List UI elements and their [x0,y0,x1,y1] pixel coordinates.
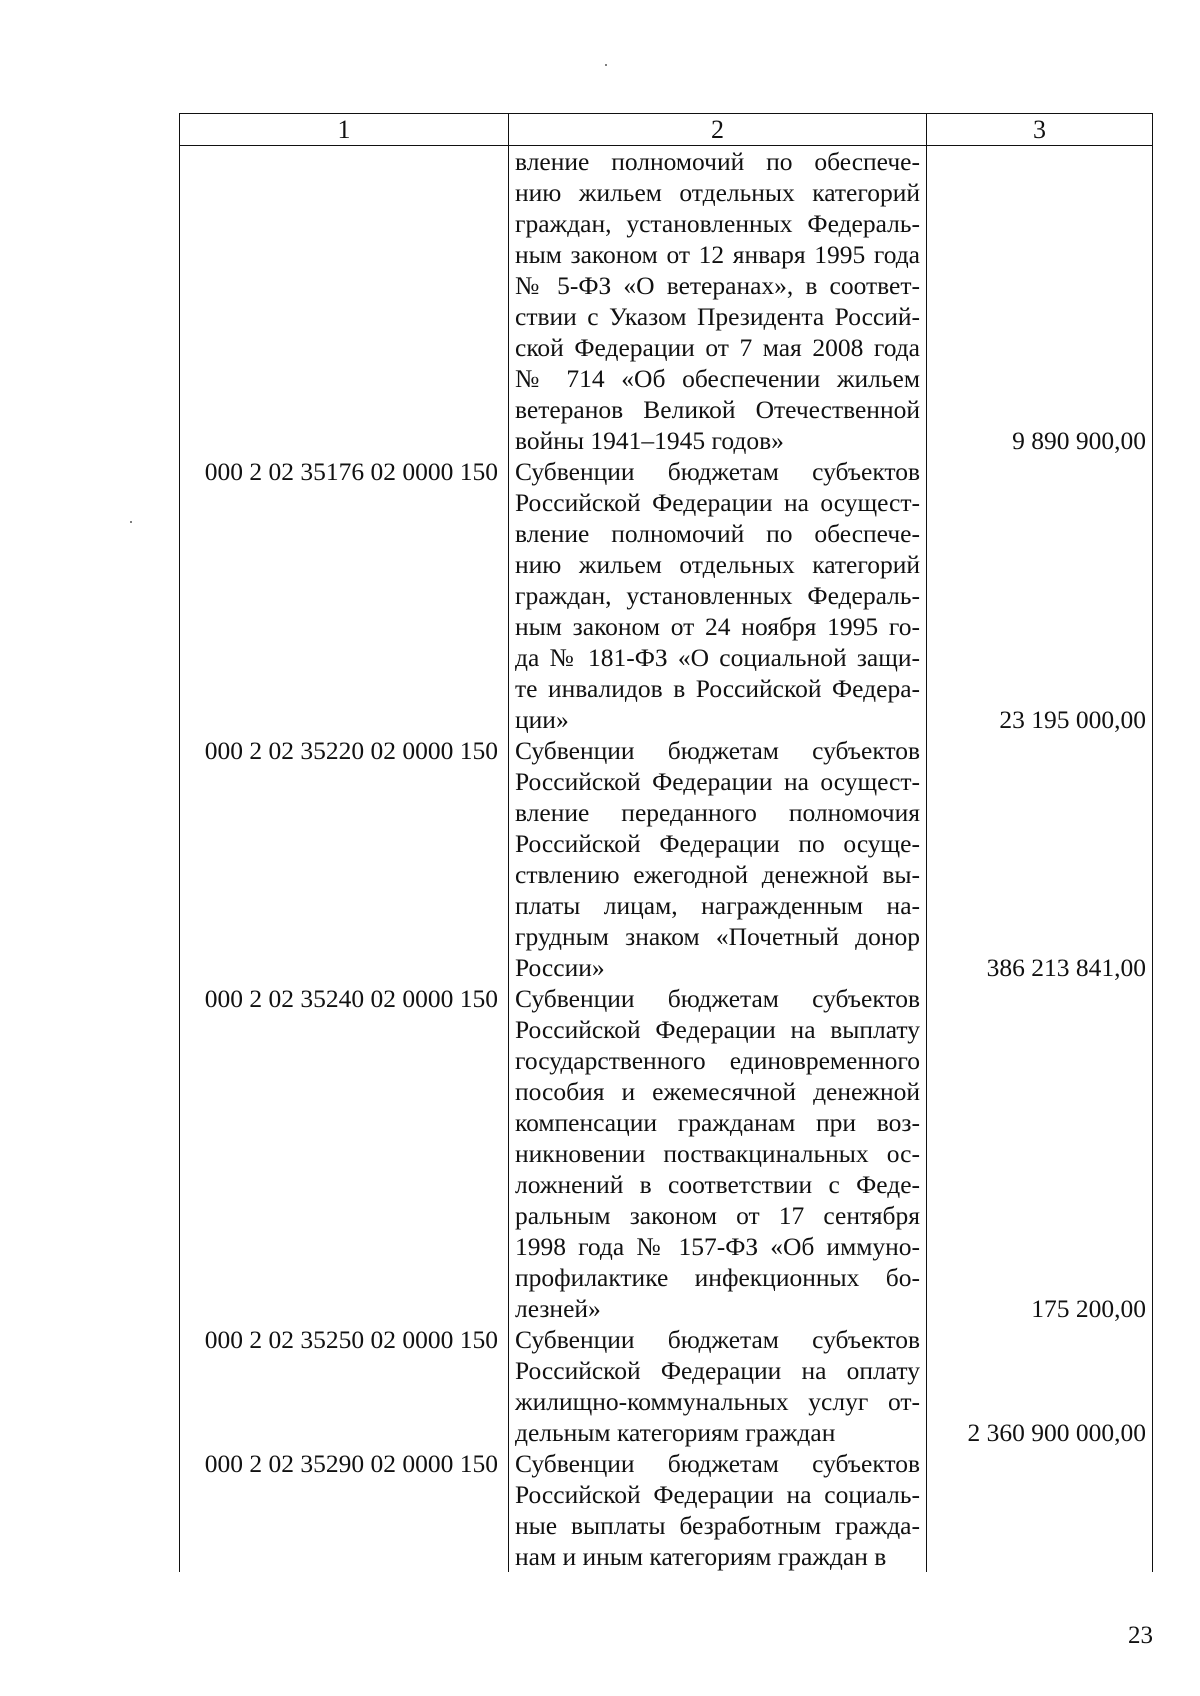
table-row [180,735,1153,983]
amount-cell: 2 360 900 000,00 [927,1324,1153,1448]
scan-speck [605,64,607,66]
column-header-3: 3 [927,114,1153,146]
description-line: ции» [515,705,569,734]
description-line: вление переданного полномочия [515,798,920,827]
description-line: № 714 «Об обеспечении жильем [515,364,920,393]
description-line: ные выплаты безработным гражда- [515,1511,920,1540]
description-line: Российской Федерации по осуще- [515,829,920,858]
description-line: жилищно-коммунальных услуг от- [515,1387,920,1416]
description-line: дельным категориям граждан [515,1418,836,1447]
header-row [180,114,1153,146]
budget-code-cell: 000 2 02 35176 02 0000 150 [180,456,509,735]
description-line: войны 1941–1945 годов» [515,426,784,455]
description-cell [509,735,927,983]
description-line: профилактике инфекционных бо- [515,1263,920,1292]
column-header-1: 1 [180,114,509,146]
table-header [180,114,1153,146]
table-body [180,146,1153,1573]
scan-speck [130,521,132,523]
description-line: Субвенции бюджетам субъектов [515,984,920,1013]
description-line: России» [515,953,605,982]
amount-cell: 9 890 900,00 [927,146,1153,457]
description-cell [509,146,927,457]
description-line: № 5-ФЗ «О ветеранах», в соответ- [515,271,920,300]
description-cell [509,1324,927,1448]
budget-table [179,113,1153,1572]
description-line: Российской Федерации на осущест- [515,488,920,517]
description-line: платы лицам, награжденным на- [515,891,920,920]
table-row [180,1448,1153,1572]
description-line: Субвенции бюджетам субъектов [515,457,920,486]
description-line: лезней» [515,1294,601,1323]
description-line: ным законом от 24 ноября 1995 го- [515,612,920,641]
description-line: нию жильем отдельных категорий [515,178,920,207]
description-line: компенсации гражданам при воз- [515,1108,920,1137]
description-line: пособия и ежемесячной денежной [515,1077,920,1106]
description-line: государственного единовременного [515,1046,920,1075]
description-line: вление полномочий по обеспече- [515,519,920,548]
budget-code-cell: 000 2 02 35290 02 0000 150 [180,1448,509,1572]
budget-code-cell: 000 2 02 35220 02 0000 150 [180,735,509,983]
column-header-2: 2 [509,114,927,146]
description-line: Российской Федерации на социаль- [515,1480,920,1509]
amount-cell: 175 200,00 [927,983,1153,1324]
description-line: нию жильем отдельных категорий [515,550,920,579]
description-line: ральным законом от 17 сентября [515,1201,920,1230]
description-line: вление полномочий по обеспече- [515,147,920,176]
page-number: 23 [1128,1622,1153,1649]
description-cell [509,983,927,1324]
description-line: нам и иным категориям граждан в [515,1542,887,1571]
description-cell [509,1448,927,1572]
description-line: Российской Федерации на осущест- [515,767,920,796]
table-row [180,1324,1153,1448]
description-line: Субвенции бюджетам субъектов [515,736,920,765]
amount-cell [927,1448,1153,1572]
description-line: ным законом от 12 января 1995 года [515,240,920,269]
description-line: 1998 года № 157-ФЗ «Об иммуно- [515,1232,920,1261]
description-line: Российской Федерации на выплату [515,1015,920,1044]
budget-code-cell: 000 2 02 35240 02 0000 150 [180,983,509,1324]
description-line: ствлению ежегодной денежной вы- [515,860,920,889]
description-line: ской Федерации от 7 мая 2008 года [515,333,920,362]
budget-code-cell [180,146,509,457]
description-line: Российской Федерации на оплату [515,1356,920,1385]
description-line: граждан, установленных Федераль- [515,209,920,238]
description-line: грудным знаком «Почетный донор [515,922,920,951]
description-line: ложнений в соответствии с Феде- [515,1170,920,1199]
description-line: ветеранов Великой Отечественной [515,395,920,424]
description-line: никновении поствакцинальных ос- [515,1139,920,1168]
table-row [180,456,1153,735]
description-line: ствии с Указом Президента Россий- [515,302,920,331]
description-line: Субвенции бюджетам субъектов [515,1325,920,1354]
description-line: Субвенции бюджетам субъектов [515,1449,920,1478]
description-line: граждан, установленных Федераль- [515,581,920,610]
amount-cell: 386 213 841,00 [927,735,1153,983]
table-row [180,146,1153,457]
amount-cell: 23 195 000,00 [927,456,1153,735]
table-row [180,983,1153,1324]
budget-code-cell: 000 2 02 35250 02 0000 150 [180,1324,509,1448]
description-cell [509,456,927,735]
description-line: да № 181-ФЗ «О социальной защи- [515,643,920,672]
description-line: те инвалидов в Российской Федера- [515,674,920,703]
